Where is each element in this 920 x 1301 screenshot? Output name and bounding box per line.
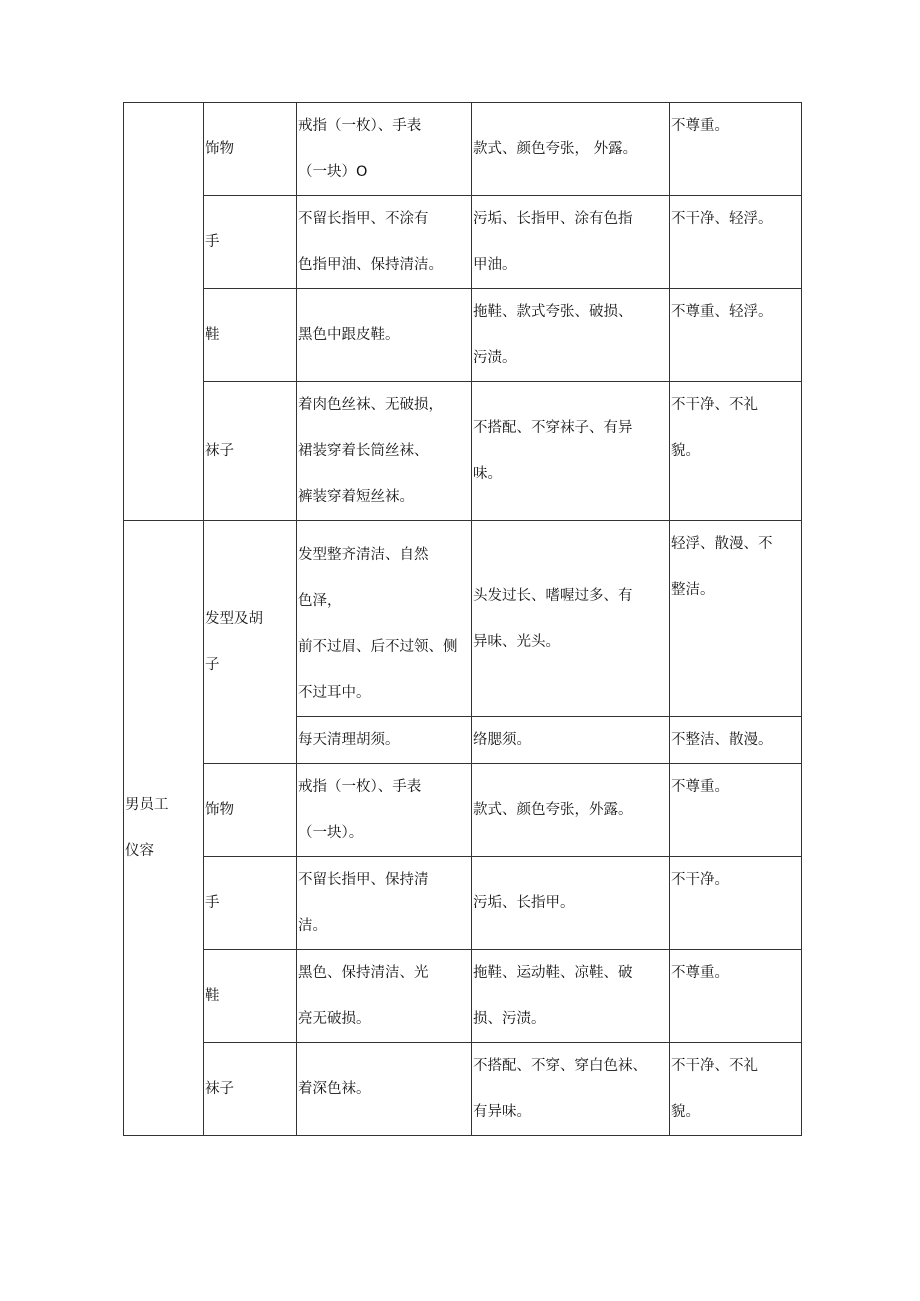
result-cell-line: 不尊重。 [671, 779, 729, 795]
violation-cell-line: 污垢、长指甲、涂有色指 [473, 211, 633, 227]
table-row [124, 521, 802, 717]
result-cell-line: 不干净、不礼 [671, 1058, 758, 1074]
standard-cell-line: 前不过眉、后不过领、侧 [298, 639, 458, 655]
standard-cell-line: 不留长指甲、保持清 [298, 872, 429, 888]
table-row [124, 857, 802, 950]
item-cell [204, 1043, 297, 1136]
item-cell [204, 382, 297, 521]
violation-cell [472, 196, 670, 289]
violation-cell-line: 甲油。 [473, 257, 517, 273]
table-row [124, 764, 802, 857]
standard-cell [297, 857, 472, 950]
item-cell [204, 764, 297, 857]
item-cell-line: 饰物 [205, 802, 234, 818]
standard-cell-line: 色指甲油、保持清洁。 [298, 257, 443, 273]
category-cell [124, 103, 204, 521]
standard-cell [297, 1043, 472, 1136]
item-cell [204, 103, 297, 196]
table-row [124, 196, 802, 289]
table-row [124, 289, 802, 382]
result-cell-line: 不尊重。 [671, 965, 729, 981]
item-cell [204, 521, 297, 764]
item-cell-line: 袜子 [205, 1081, 234, 1097]
category-cell-line: 男员工 [125, 797, 169, 813]
item-cell-line: 发型及胡 [205, 611, 263, 627]
standard-cell-line: 洁。 [298, 918, 327, 934]
result-cell [670, 950, 802, 1043]
violation-cell [472, 1043, 670, 1136]
standard-cell [297, 289, 472, 382]
table-row [124, 103, 802, 196]
standard-cell-line: 黑色中跟皮鞋。 [298, 327, 400, 343]
standard-cell [297, 950, 472, 1043]
violation-cell-line: 味。 [473, 466, 502, 482]
document-page [123, 102, 802, 1136]
result-cell [670, 764, 802, 857]
result-cell [670, 289, 802, 382]
standard-cell-line: 色泽， [298, 593, 342, 609]
item-cell-line: 手 [205, 234, 220, 250]
standard-cell-line: 不留长指甲、不涂有 [298, 211, 429, 227]
violation-cell [472, 717, 670, 764]
standard-cell [297, 521, 472, 717]
violation-cell [472, 289, 670, 382]
violation-cell-line: 污垢、长指甲。 [473, 895, 575, 911]
item-cell-line: 饰物 [205, 141, 234, 157]
result-cell-line: 貌。 [671, 443, 700, 459]
result-cell [670, 717, 802, 764]
violation-cell-line: 拖鞋、款式夸张、破损、 [473, 304, 633, 320]
violation-cell-line: 异味、光头。 [473, 633, 560, 650]
result-cell [670, 521, 802, 717]
result-cell-line: 不干净。 [671, 872, 729, 888]
standard-cell-line: 发型整齐清洁、自然 [298, 547, 429, 563]
violation-cell-line: 污渍。 [473, 350, 517, 366]
violation-cell-line: 不搭配、不穿、穿白色袜、 [473, 1058, 647, 1074]
result-cell-line: 轻浮、散漫、不 [671, 536, 773, 552]
violation-cell-line: 不搭配、不穿袜子、有异 [473, 420, 633, 436]
item-cell [204, 857, 297, 950]
standard-cell-line: 着深色袜。 [298, 1081, 371, 1097]
result-cell-line: 不干净、轻浮。 [671, 211, 773, 227]
violation-cell-line: 络腮须。 [473, 732, 531, 748]
etiquette-table [123, 102, 802, 1136]
result-cell [670, 382, 802, 521]
result-cell-line: 貌。 [671, 1104, 700, 1120]
violation-cell [472, 950, 670, 1043]
result-cell-line: 不整洁、散漫。 [671, 732, 773, 748]
violation-cell-line: 拖鞋、运动鞋、凉鞋、破 [473, 965, 633, 981]
standard-cell-line: 裙装穿着长筒丝袜、 [298, 443, 429, 459]
result-cell [670, 196, 802, 289]
result-cell-line: 不尊重。 [671, 118, 729, 134]
standard-cell-line: 戒指（一枚）、手表 [298, 118, 422, 134]
standard-cell-line: 黑色、保持清洁、光 [298, 965, 429, 981]
category-cell-line: 仪容 [125, 843, 154, 859]
result-cell [670, 857, 802, 950]
category-cell [124, 521, 204, 1136]
result-cell-line: 不尊重、轻浮。 [671, 304, 773, 320]
item-cell-line: 鞋 [205, 988, 220, 1004]
standard-cell-line: 每天清理胡须。 [298, 732, 400, 748]
standard-cell-line: 着肉色丝袜、无破损， [298, 397, 443, 413]
violation-cell-line: 款式、颜色夸张， 外露。 [473, 141, 638, 157]
result-cell [670, 1043, 802, 1136]
standard-cell-line: 不过耳中。 [298, 685, 371, 701]
standard-cell-line: （一块）O [298, 164, 368, 180]
result-cell-line: 不干净、不礼 [671, 397, 758, 413]
standard-cell-line: 亮无破损。 [298, 1011, 371, 1027]
item-cell [204, 196, 297, 289]
violation-cell-line: 头发过长、嗜喔过多、有 [473, 587, 633, 604]
violation-cell [472, 857, 670, 950]
item-cell-line: 鞋 [205, 327, 220, 343]
result-cell-line: 整洁。 [671, 582, 715, 598]
result-cell [670, 103, 802, 196]
standard-cell [297, 717, 472, 764]
table-row [124, 382, 802, 521]
standard-cell-line: 戒指（一枚）、手表 [298, 779, 422, 795]
table-row [124, 950, 802, 1043]
item-cell-line: 子 [205, 657, 220, 673]
violation-cell [472, 521, 670, 717]
violation-cell-line: 款式、颜色夸张，外露。 [473, 802, 633, 818]
violation-cell [472, 103, 670, 196]
item-cell-line: 袜子 [205, 443, 234, 459]
violation-cell [472, 382, 670, 521]
table-row [124, 1043, 802, 1136]
standard-cell [297, 103, 472, 196]
violation-cell-line: 有异味。 [473, 1104, 531, 1120]
violation-cell-line: 损、污渍。 [473, 1011, 546, 1027]
table-body [124, 103, 802, 1136]
item-cell [204, 950, 297, 1043]
standard-cell-line: （一块）。 [298, 825, 364, 841]
standard-cell-line: 裤装穿着短丝袜。 [298, 489, 414, 505]
standard-cell [297, 764, 472, 857]
item-cell-line: 手 [205, 895, 220, 911]
violation-cell [472, 764, 670, 857]
standard-cell [297, 382, 472, 521]
standard-cell [297, 196, 472, 289]
item-cell [204, 289, 297, 382]
